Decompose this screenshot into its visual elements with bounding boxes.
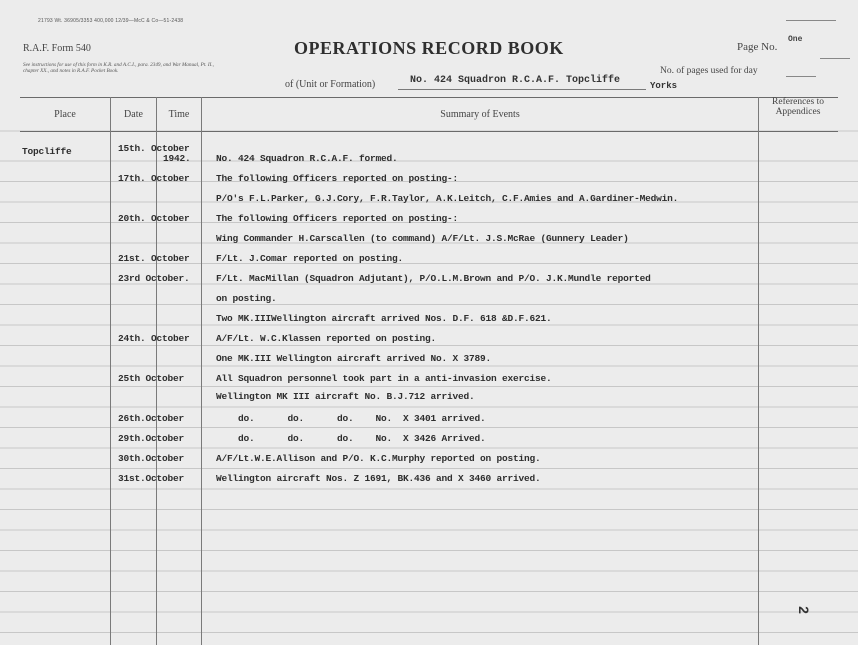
- entry-date: 21st. October: [118, 253, 190, 264]
- page-number-label: Page No.: [737, 41, 778, 53]
- column-header-time: Time: [168, 109, 190, 120]
- unit-label: of (Unit or Formation): [285, 79, 376, 90]
- entry-summary: Wellington aircraft Nos. Z 1691, BK.436 and X 3460 arrived.: [216, 473, 541, 484]
- entry-summary: A/F/Lt. W.C.Klassen reported on posting.: [216, 333, 437, 344]
- form-number: R.A.F. Form 540: [23, 43, 91, 54]
- entry-summary: A/F/Lt.W.E.Allison and P/O. K.C.Murphy reported on posting.: [216, 453, 541, 464]
- page-number-value: One: [788, 35, 803, 44]
- entry-date: 23rd October.: [118, 273, 190, 284]
- column-divider-place: [110, 97, 111, 645]
- entry-date: 20th. October: [118, 213, 190, 224]
- entry-date: 17th. October: [118, 173, 190, 184]
- entry-summary: Wing Commander H.Carscallen (to command) A/F/Lt. J.S.McRae (Gunnery Leader): [216, 233, 629, 244]
- entry-summary: do. do. do. No. X 3401 arrived.: [238, 413, 486, 424]
- entry-place: Topcliffe: [22, 146, 72, 157]
- corner-rule: [820, 58, 850, 59]
- entry-summary: F/Lt. MacMillan (Squadron Adjutant), P/O.L.M.Brown and P/O. J.K.Mundle reported: [216, 273, 651, 284]
- pages-used-label: No. of pages used for day: [660, 66, 758, 76]
- column-divider-time: [201, 97, 202, 645]
- entry-date: 29th.October: [118, 433, 185, 444]
- column-header-place: Place: [54, 109, 76, 120]
- column-divider-summary: [758, 97, 759, 645]
- entry-summary: No. 424 Squadron R.C.A.F. formed.: [216, 153, 398, 164]
- entry-summary: do. do. do. No. X 3426 Arrived.: [238, 433, 486, 444]
- entry-date: 30th.October: [118, 453, 185, 464]
- entry-summary: on posting.: [216, 293, 277, 304]
- entry-summary: P/O's F.L.Parker, G.J.Cory, F.R.Taylor, A.K.Leitch, C.F.Amies and A.Gardiner-Medwin.: [216, 193, 679, 204]
- entry-summary: F/Lt. J.Comar reported on posting.: [216, 253, 404, 264]
- table-top-rule: [20, 97, 838, 98]
- column-header-summary: Summary of Events: [440, 109, 520, 120]
- entry-summary: Two MK.IIIWellington aircraft arrived Nos. D.F. 618 &D.F.621.: [216, 313, 552, 324]
- column-header-date: Date: [124, 109, 143, 120]
- page-sequence-mark: 2: [795, 606, 812, 614]
- entry-date-year: 1942.: [163, 153, 191, 164]
- entry-date: 24th. October: [118, 333, 190, 344]
- entry-summary: The following Officers reported on posting-:: [216, 213, 459, 224]
- entry-date: 26th.October: [118, 413, 185, 424]
- corner-rule: [786, 20, 836, 21]
- printer-line: 21793 Wt. 36905/3353 400,000 12/39—McC & Co—51-2438: [38, 18, 184, 24]
- entry-summary: One MK.III Wellington aircraft arrived No. X 3789.: [216, 353, 492, 364]
- unit-value: No. 424 Squadron R.C.A.F. Topcliffe: [410, 75, 621, 86]
- column-header-references: References to Appendices: [772, 97, 824, 117]
- entry-date: 15th. October: [118, 143, 190, 154]
- form-instructions: See instructions for use of this form in K.R. and A.C.I., para. 2349, and War Manual, Pt. II., chapter XX., and notes in R.A.F. Pocket Book.: [23, 62, 214, 74]
- unit-location: Yorks: [650, 81, 678, 91]
- page-title: OPERATIONS RECORD BOOK: [294, 38, 564, 58]
- entry-summary: All Squadron personnel took part in a anti-invasion exercise.: [216, 373, 552, 384]
- pages-used-underline: [786, 76, 816, 77]
- unit-underline: [398, 89, 646, 90]
- entry-summary: The following Officers reported on posting-:: [216, 173, 459, 184]
- table-header-rule: [20, 131, 838, 132]
- entry-date: 31st.October: [118, 473, 185, 484]
- entry-summary: Wellington MK III aircraft No. B.J.712 arrived.: [216, 391, 475, 402]
- entry-date: 25th October: [118, 373, 185, 384]
